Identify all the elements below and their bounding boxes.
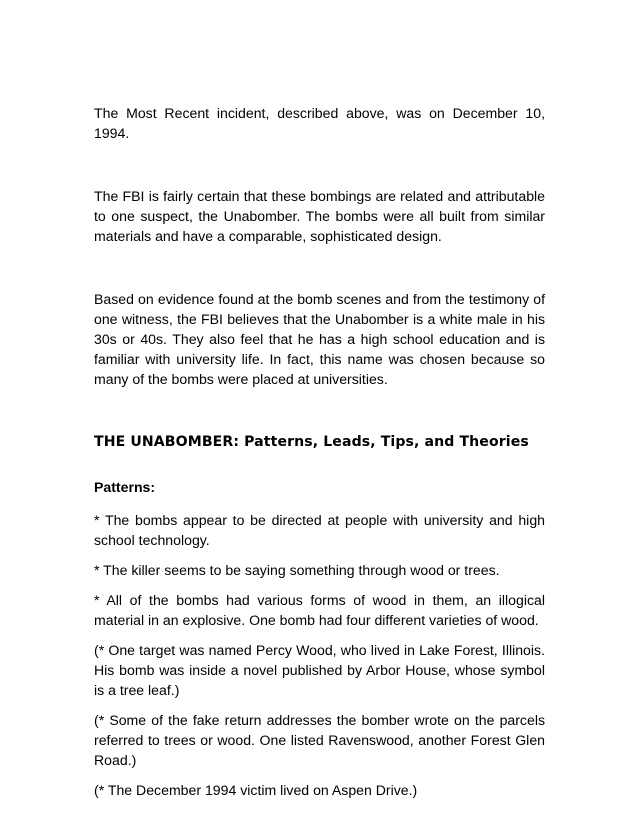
pattern-item: * The killer seems to be saying something through wood or trees.: [94, 562, 500, 578]
pattern-item: * The bombs appear to be directed at people with university and high school technology.: [94, 512, 545, 548]
patterns-label: Patterns:: [94, 479, 156, 495]
pattern-item: (* The December 1994 victim lived on Aspen Drive.): [94, 782, 418, 798]
paragraph-recent-incident: The Most Recent incident, described above, was on December 10, 1994.: [94, 105, 545, 141]
pattern-item: (* Some of the fake return addresses the bomber wrote on the parcels referred to trees or wood. One listed Ravenswood, another Forest Glen Road.): [94, 712, 545, 768]
paragraph-evidence: Based on evidence found at the bomb scenes and from the testimony of one witness, the FBI believes that the Unabomber is a white male in his 30s or 40s. They also feel that he has a high school education and is familiar with university life. In fact, this name was chosen because so many of the bombs were placed at universities.: [94, 291, 545, 387]
paragraph-fbi-certain: The FBI is fairly certain that these bombings are related and attributable to one suspect, the Unabomber. The bombs were all built from similar materials and have a comparable, sophisticated design.: [94, 188, 545, 244]
section-heading: THE UNABOMBER: Patterns, Leads, Tips, and Theories: [94, 434, 529, 450]
pattern-item: * All of the bombs had various forms of wood in them, an illogical material in an explosive. One bomb had four different varieties of wood.: [94, 592, 545, 628]
pattern-item: (* One target was named Percy Wood, who lived in Lake Forest, Illinois. His bomb was inside a novel published by Arbor House, whose symbol is a tree leaf.): [94, 642, 545, 698]
document-page: [94, 103, 545, 810]
